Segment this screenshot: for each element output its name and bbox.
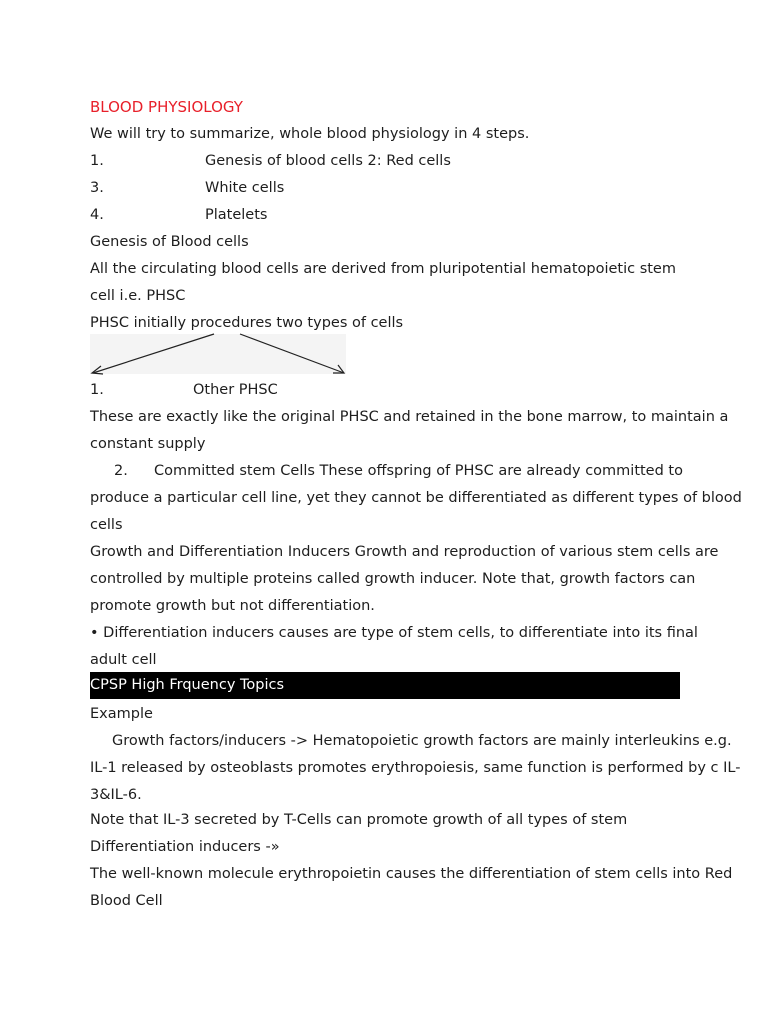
step-number: 1. xyxy=(90,153,104,169)
paragraph-line: Growth factors/inducers -> Hematopoietic growth factors are mainly interleukins e.g. xyxy=(112,733,732,749)
other-phsc-heading: Other PHSC xyxy=(193,382,278,398)
step-number: 3. xyxy=(90,180,104,196)
item-number: 1. xyxy=(90,382,104,398)
paragraph-line: Note that IL-3 secreted by T-Cells can promote growth of all types of stem xyxy=(90,812,628,828)
paragraph-line: controlled by multiple proteins called growth inducer. Note that, growth factors can xyxy=(90,571,696,587)
example-heading: Example xyxy=(90,706,153,722)
step-text: Genesis of blood cells 2: Red cells xyxy=(205,153,451,169)
step-number: 4. xyxy=(90,207,104,223)
paragraph-line: Differentiation inducers -» xyxy=(90,839,280,855)
step-text: Platelets xyxy=(205,207,268,223)
step-text: White cells xyxy=(205,180,285,196)
bullet-line: • Differentiation inducers causes are type of stem cells, to differentiate into its final xyxy=(90,625,698,641)
branch-arrows-diagram xyxy=(90,332,346,378)
paragraph-line: constant supply xyxy=(90,436,206,452)
paragraph-line: adult cell xyxy=(90,652,157,668)
paragraph-line: Growth and Differentiation Inducers Growth and reproduction of various stem cells are xyxy=(90,544,719,560)
paragraph-line: promote growth but not differentiation. xyxy=(90,598,375,614)
topics-banner: CPSP High Frquency Topics xyxy=(90,672,680,699)
document-title: BLOOD PHYSIOLOGY xyxy=(90,98,243,116)
phsc-line: PHSC initially procedures two types of cells xyxy=(90,315,404,331)
paragraph-line: The well-known molecule erythropoietin causes the differentiation of stem cells into Red xyxy=(90,866,733,882)
committed-stem-cells-line: Committed stem Cells These offspring of PHSC are already committed to xyxy=(154,463,683,479)
intro-text: We will try to summarize, whole blood physiology in 4 steps. xyxy=(90,126,530,142)
paragraph-line: cells xyxy=(90,517,123,533)
item-number: 2. xyxy=(114,463,128,479)
genesis-heading: Genesis of Blood cells xyxy=(90,234,249,250)
paragraph-line: These are exactly like the original PHSC and retained in the bone marrow, to maintain a xyxy=(90,409,729,425)
paragraph-line: 3&IL-6. xyxy=(90,787,142,803)
paragraph-line: Blood Cell xyxy=(90,893,163,909)
paragraph-line: produce a particular cell line, yet they cannot be differentiated as different types of blood xyxy=(90,490,742,506)
paragraph-line: IL-1 released by osteoblasts promotes erythropoiesis, same function is performed by c IL- xyxy=(90,760,741,776)
paragraph-line: cell i.e. PHSC xyxy=(90,288,186,304)
paragraph-line: All the circulating blood cells are derived from pluripotential hematopoietic stem xyxy=(90,261,676,277)
